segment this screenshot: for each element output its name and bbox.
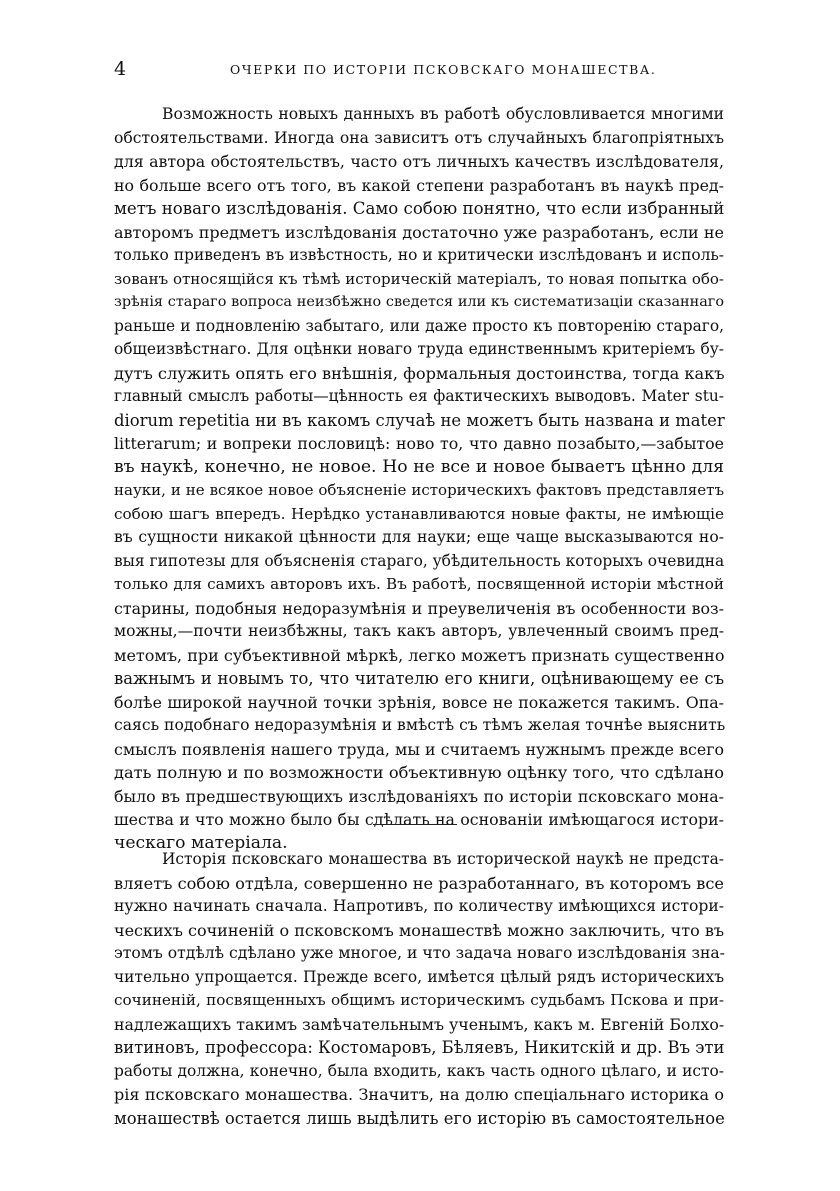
text-line: вляетъ собою отдѣла, совершенно не разработаннаго, въ которомъ все: [114, 873, 724, 893]
text-line: науки, и не всякое новое объясненіе историческихъ фактовъ представляетъ: [114, 481, 724, 499]
text-line: зованъ относящійся къ тѣмѣ историческій матеріалъ, то новая попытка обо-: [114, 269, 724, 288]
text-line: раньше и подновленію забытаго, или даже просто къ повторенію стараго,: [114, 316, 724, 335]
text-line: только для самихъ авторовъ ихъ. Въ работѣ, посвященной исторіи мѣстной: [114, 575, 724, 593]
text-line: старины, подобныя недоразумѣнія и преувеличенія въ особенности воз-: [114, 598, 724, 618]
text-line: было въ предшествующихъ изслѣдованіяхъ по исторіи псковскаго мона-: [114, 786, 724, 806]
text-line: важнымъ и новымъ то, что читателю его книги, оцѣнивающему ее съ: [114, 669, 724, 688]
text-line: только приведенъ въ извѣстность, но и критически изслѣдованъ и исполь-: [114, 246, 724, 264]
text-line: саясь подобнаго недоразумѣнія и вмѣстѣ съ тѣмъ желая точнѣе выяснить: [114, 716, 726, 734]
text-line: выя гипотезы для объясненія стараго, убѣдительность которыхъ очевидна: [114, 551, 725, 570]
text-line: авторомъ предметъ изслѣдованія достаточно уже разработанъ, если не: [114, 222, 724, 242]
text-line: diorum repetitia ни въ какомъ случаѣ не можетъ быть названа и mater: [114, 410, 725, 430]
text-line: litterarum; и вопреки пословицѣ: ново то, что давно позабыто,—забытое: [114, 434, 724, 453]
text-line: можны,—почти неизбѣжны, такъ какъ авторъ, увлеченный своимъ пред-: [114, 622, 724, 640]
text-line: для автора обстоятельствъ, часто отъ личныхъ качествъ изслѣдователя,: [114, 152, 724, 171]
text-line: витиновъ, профессора: Костомаровъ, Бѣляевъ, Никитскій и др. Въ эти: [114, 1038, 725, 1057]
text-line: въ сущности никакой цѣнности для науки; еще чаще высказываются но-: [114, 528, 724, 546]
paragraph-1: [114, 103, 724, 855]
text-line: этомъ отдѣлѣ сдѣлано уже многое, и что задача новаго изслѣдованія зна-: [114, 944, 725, 962]
text-line: дать полную и по возможности объективную оцѣнку того, что сдѣлано: [114, 763, 724, 782]
text-line: дутъ служить опять его внѣшнія, формальныя достоинства, тогда какъ: [114, 363, 725, 383]
text-line: ческаго матеріала.: [114, 832, 288, 853]
text-line: чительно упрощается. Прежде всего, имѣется цѣлый рядъ историческихъ: [114, 967, 724, 986]
text-line: нужно начинать сначала. Напротивъ, по количеству имѣющихся истори-: [114, 897, 724, 915]
text-line: шества и что можно было бы сдѣлать на основаніи имѣющагося истори-: [114, 810, 724, 829]
page-number: 4: [114, 58, 127, 80]
text-line: Возможность новыхъ данныхъ въ работѣ обусловливается многими: [162, 105, 724, 123]
text-line: но больше всего отъ того, въ какой степени разработанъ въ наукѣ пред-: [114, 175, 724, 195]
text-line: рія псковскаго монашества. Значитъ, на долю спеціальнаго историка о: [114, 1085, 724, 1104]
text-line: монашествѣ остается лишь выдѣлить его исторію въ самостоятельное: [114, 1108, 725, 1128]
paragraph-2: [114, 848, 724, 1130]
text-line: обстоятельствами. Иногда она зависитъ отъ случайныхъ благопріятныхъ: [114, 128, 724, 147]
text-line: смыслъ появленія нашего труда, мы и считаемъ нужнымъ прежде всего: [114, 739, 724, 759]
text-line: въ наукѣ, конечно, не новое. Но не все и новое бываетъ цѣнно для: [114, 456, 724, 477]
text-line: зрѣнія стараго вопроса неизбѣжно сведется или къ систематизаціи сказаннаго: [114, 294, 724, 310]
text-line: метъ новаго изслѣдованія. Само собою понятно, что если избранный: [114, 199, 725, 218]
text-line: надлежащихъ такимъ замѣчательнымъ ученымъ, какъ м. Евгеній Болхо-: [114, 1014, 725, 1034]
page-header: [114, 58, 724, 80]
text-line: работы должна, конечно, была входить, какъ часть одного цѣлаго, и исто-: [114, 1061, 724, 1080]
text-line: болѣе широкой научной точки зрѣнія, вовсе не покажется такимъ. Опа-: [114, 692, 724, 712]
running-title: ОЧЕРКИ ПО ИСТОРІИ ПСКОВСКАГО МОНАШЕСТВА.: [230, 62, 657, 77]
section-separator: [373, 824, 457, 825]
text-line: главный смыслъ работы—цѣнность ея фактическихъ выводовъ. Mater stu-: [114, 387, 724, 405]
text-line: Исторія псковскаго монашества въ исторической наукѣ не предста-: [162, 850, 724, 868]
text-line: общеизвѣстнаго. Для оцѣнки новаго труда единственнымъ критеріемъ бу-: [114, 340, 724, 358]
text-line: метомъ, при субъективной мѣркѣ, легко можетъ признать существенно: [114, 645, 725, 665]
text-line: собою шагъ впередъ. Нерѣдко устанавливаются новые факты, не имѣющіе: [114, 504, 724, 523]
text-line: сочиненій, посвященныхъ общимъ историческимъ судьбамъ Пскова и при-: [114, 991, 724, 1009]
text-line: ческихъ сочиненій о псковскомъ монашествѣ можно заключить, что въ: [114, 920, 724, 940]
